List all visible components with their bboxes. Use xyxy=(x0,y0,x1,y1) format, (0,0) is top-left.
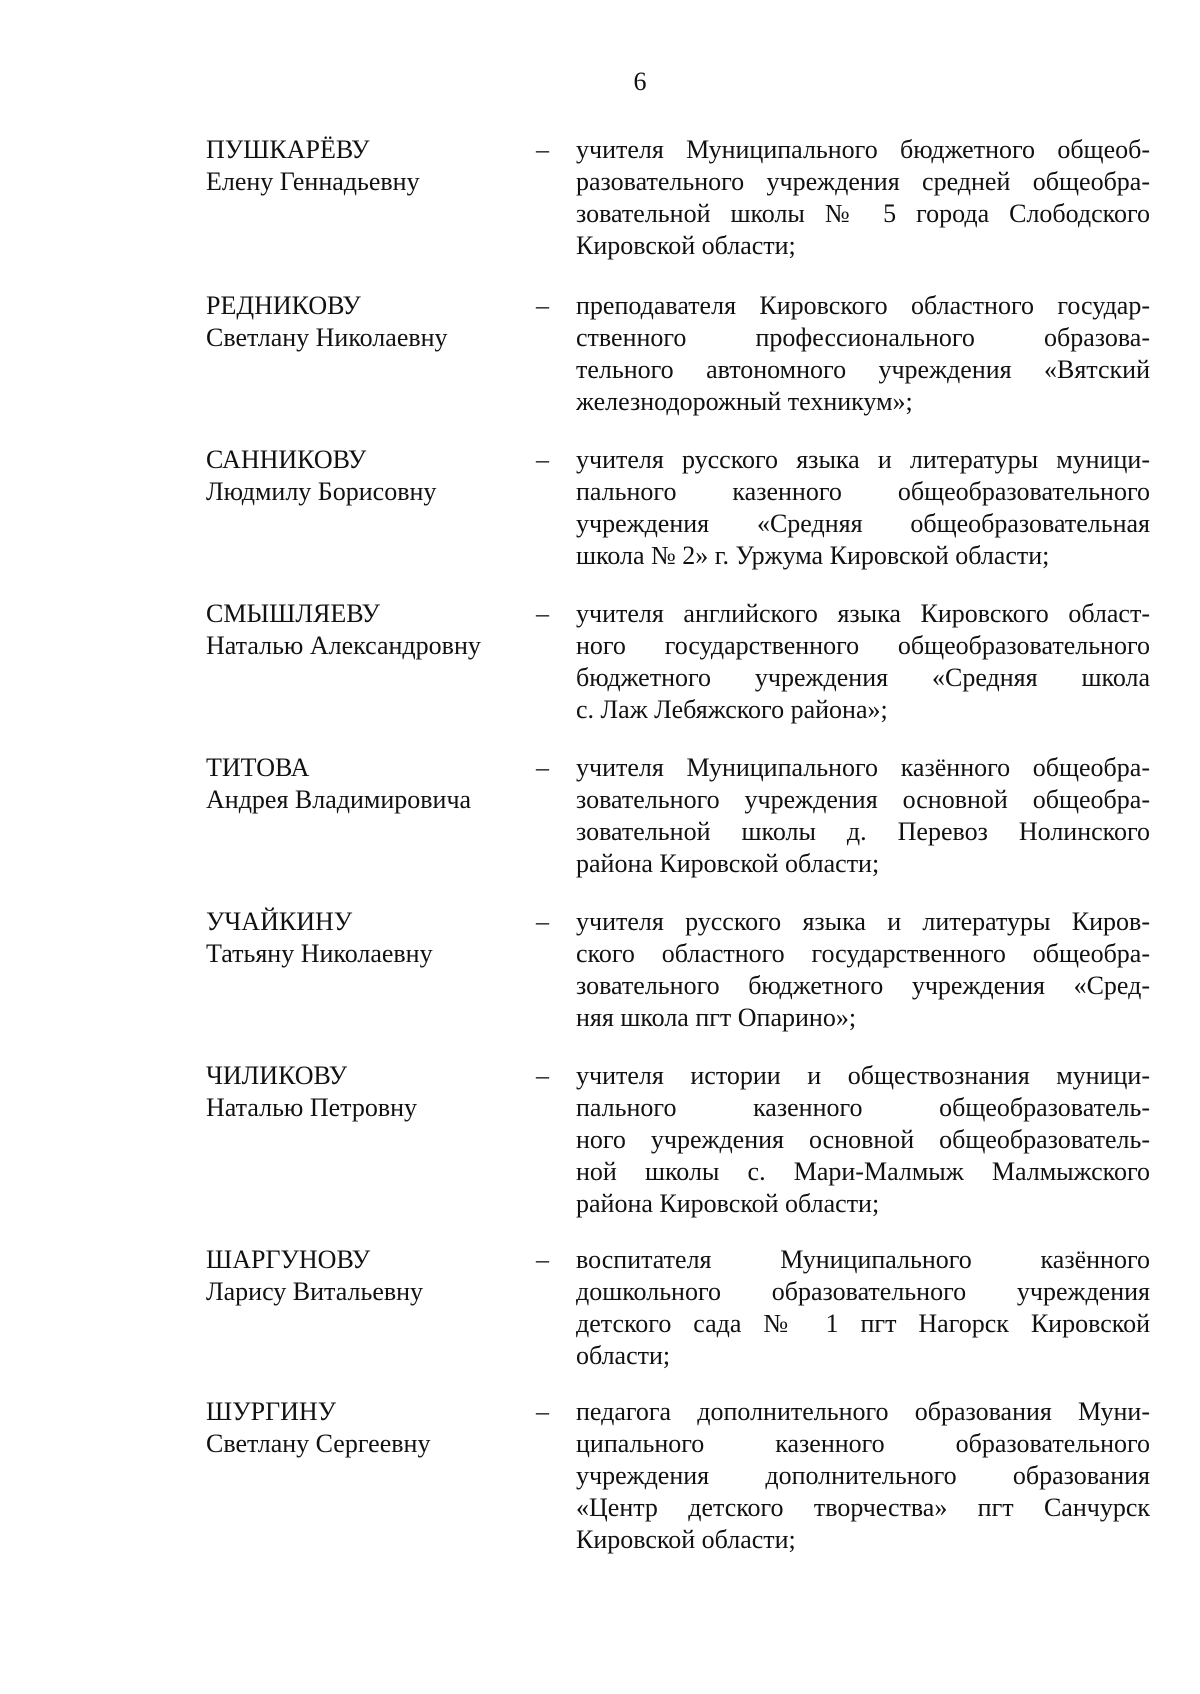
description-line: тельного автономного учреждения «Вятский xyxy=(576,355,1150,384)
person-surname: САННИКОВУ xyxy=(206,445,367,474)
description-line: дошкольного образовательного учреждения xyxy=(576,1277,1150,1306)
person-name xyxy=(206,752,506,816)
dash-separator: – xyxy=(536,291,549,320)
person-given-name: Людмилу Борисовну xyxy=(206,477,437,506)
list-item xyxy=(0,290,1200,430)
person-given-name: Наталью Петровну xyxy=(206,1093,418,1122)
person-given-name: Наталью Александровну xyxy=(206,631,481,660)
position-description xyxy=(576,444,1150,572)
person-surname: ШУРГИНУ xyxy=(206,1397,337,1426)
description-line: пального казенного общеобразователь- xyxy=(576,1093,1150,1122)
description-line: ного государственного общеобразовательного xyxy=(576,631,1150,660)
person-given-name: Татьяну Николаевну xyxy=(206,939,433,968)
description-line: преподавателя Кировского областного государ- xyxy=(576,291,1150,320)
dash-separator: – xyxy=(536,753,549,782)
person-given-name: Андрея Владимировича xyxy=(206,785,472,814)
dash-separator: – xyxy=(536,599,549,628)
description-line: зовательного бюджетного учреждения «Сред- xyxy=(576,971,1150,1000)
person-surname: ШАРГУНОВУ xyxy=(206,1245,371,1274)
description-line: учителя истории и обществознания муници- xyxy=(576,1061,1150,1090)
dash-separator: – xyxy=(536,1397,549,1426)
description-line: железнодорожный техникум»; xyxy=(576,387,913,416)
person-name xyxy=(206,1060,506,1124)
dash-separator: – xyxy=(536,445,549,474)
person-given-name: Елену Геннадьевну xyxy=(206,167,420,196)
description-line: Кировской области; xyxy=(576,1525,796,1554)
position-description xyxy=(576,598,1150,726)
description-line: района Кировской области; xyxy=(576,849,880,878)
description-line: учителя английского языка Кировского област- xyxy=(576,599,1150,628)
page-number: 6 xyxy=(633,67,647,96)
description-line: района Кировской области; xyxy=(576,1189,880,1218)
description-line: ной школы с. Мари-Малмыж Малмыжского xyxy=(576,1157,1150,1186)
description-line: ципального казенного образовательного xyxy=(576,1429,1150,1458)
person-name xyxy=(206,290,506,354)
list-item xyxy=(0,444,1200,584)
description-line: зовательного учреждения основной общеобра- xyxy=(576,785,1150,814)
person-surname: УЧАЙКИНУ xyxy=(206,907,353,936)
description-line: «Центр детского творчества» пгт Санчурск xyxy=(576,1493,1150,1522)
position-description xyxy=(576,1244,1150,1372)
position-description xyxy=(576,906,1150,1034)
list-item xyxy=(0,752,1200,892)
person-given-name: Светлану Николаевну xyxy=(206,323,448,352)
description-line: школа № 2» г. Уржума Кировской области; xyxy=(576,541,1050,570)
dash-separator: – xyxy=(536,907,549,936)
description-line: ного учреждения основной общеобразователь- xyxy=(576,1125,1150,1154)
list-item xyxy=(0,1060,1200,1218)
list-item xyxy=(0,134,1200,274)
list-item xyxy=(0,1244,1200,1384)
person-name xyxy=(206,444,506,508)
description-line: ского областного государственного общеобра- xyxy=(576,939,1150,968)
description-line: зовательной школы д. Перевоз Нолинского xyxy=(576,817,1150,846)
description-line: бюджетного учреждения «Средняя школа xyxy=(576,663,1150,692)
person-given-name: Ларису Витальевну xyxy=(206,1277,424,1306)
description-line: ственного профессионального образова- xyxy=(576,323,1150,352)
description-line: с. Лаж Лебяжского района»; xyxy=(576,695,888,724)
dash-separator: – xyxy=(536,135,549,164)
description-line: учреждения «Средняя общеобразовательная xyxy=(576,509,1150,538)
description-line: зовательной школы № 5 города Слободского xyxy=(576,199,1150,228)
person-name xyxy=(206,134,506,198)
person-name xyxy=(206,1244,506,1308)
person-surname: ТИТОВА xyxy=(206,753,310,782)
description-line: области; xyxy=(576,1341,671,1370)
description-line: учителя русского языка и литературы Киров- xyxy=(576,907,1150,936)
description-line: учителя Муниципального казённого общеобра- xyxy=(576,753,1150,782)
person-name xyxy=(206,1396,506,1460)
description-line: детского сада № 1 пгт Нагорск Кировской xyxy=(576,1309,1150,1338)
list-item xyxy=(0,1396,1200,1554)
description-line: Кировской области; xyxy=(576,231,796,260)
person-surname: ЧИЛИКОВУ xyxy=(206,1061,348,1090)
position-description xyxy=(576,134,1150,262)
description-line: воспитателя Муниципального казённого xyxy=(576,1245,1150,1274)
person-surname: СМЫШЛЯЕВУ xyxy=(206,599,380,628)
position-description xyxy=(576,1060,1150,1220)
person-surname: РЕДНИКОВУ xyxy=(206,291,361,320)
description-line: учителя Муниципального бюджетного общеоб- xyxy=(576,135,1150,164)
position-description xyxy=(576,290,1150,418)
description-line: пального казенного общеобразовательного xyxy=(576,477,1150,506)
description-line: учителя русского языка и литературы муници- xyxy=(576,445,1150,474)
list-item xyxy=(0,906,1200,1046)
person-name xyxy=(206,598,506,662)
position-description xyxy=(576,1396,1150,1556)
person-surname: ПУШКАРЁВУ xyxy=(206,135,370,164)
dash-separator: – xyxy=(536,1245,549,1274)
position-description xyxy=(576,752,1150,880)
dash-separator: – xyxy=(536,1061,549,1090)
list-item xyxy=(0,598,1200,738)
description-line: няя школа пгт Опарино»; xyxy=(576,1003,857,1032)
person-given-name: Светлану Сергеевну xyxy=(206,1429,431,1458)
description-line: педагога дополнительного образования Муни- xyxy=(576,1397,1150,1426)
description-line: разовательного учреждения средней общеобра- xyxy=(576,167,1150,196)
description-line: учреждения дополнительного образования xyxy=(576,1461,1150,1490)
person-name xyxy=(206,906,506,970)
